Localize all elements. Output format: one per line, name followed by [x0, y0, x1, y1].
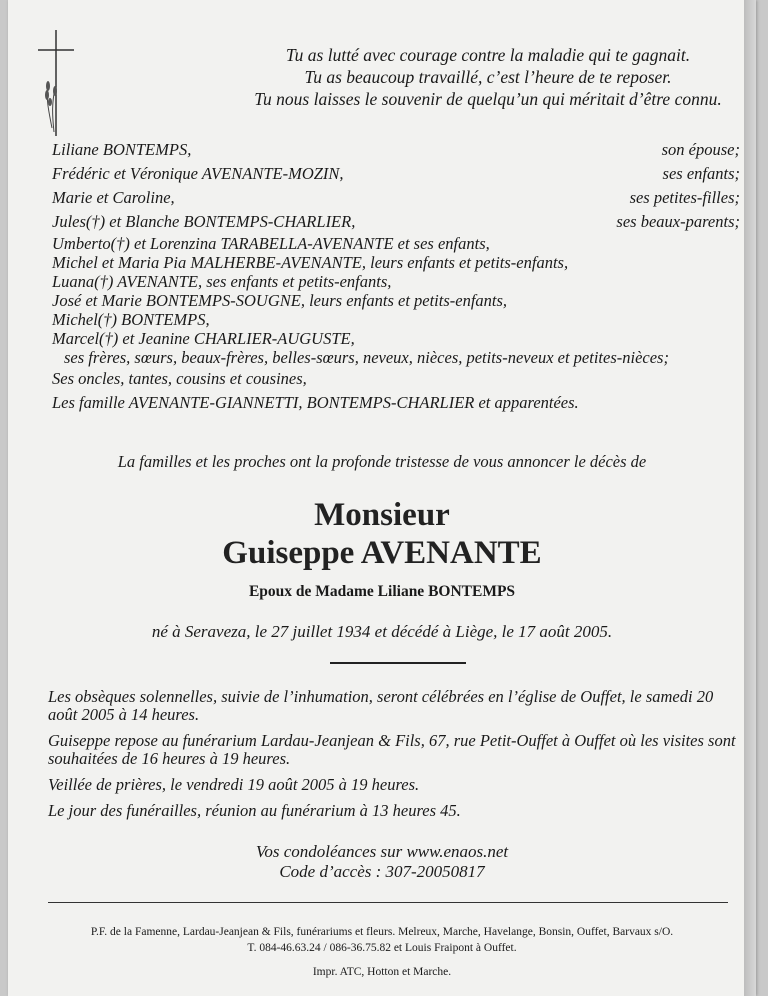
sibling-line: Luana(†) AVENANTE, ses enfants et petits-enfants,: [52, 272, 392, 291]
poem: [238, 44, 738, 110]
access-code: Code d’accès : 307-20050817: [279, 862, 485, 881]
announcement: La familles et les proches ont la profonde tristesse de vous annoncer le décès de: [117, 452, 647, 471]
family-relation: son épouse;: [661, 140, 740, 159]
sibling-line: Michel(†) BONTEMPS,: [52, 310, 210, 329]
divider: [330, 662, 466, 664]
footer: [8, 924, 756, 980]
footer-line: T. 084-46.63.24 / 086-36.75.82 et Louis Fraipont à Ouffet.: [247, 942, 517, 954]
footer-divider: [48, 902, 728, 903]
sibling-line: Umberto(†) et Lorenzina TARABELLA-AVENANTE et ses enfants,: [52, 234, 490, 253]
spouse-line: Epoux de Madame Liliane BONTEMPS: [248, 583, 516, 600]
sibling-line: Marcel(†) et Jeanine CHARLIER-AUGUSTE,: [52, 329, 355, 348]
condolences-line: Vos condoléances sur www.enaos.net: [255, 842, 509, 861]
families-line: Les famille AVENANTE-GIANNETTI, BONTEMPS-CHARLIER et apparentées.: [52, 393, 579, 412]
poem-line: Tu as beaucoup travaillé, c’est l’heure de te reposer.: [304, 67, 672, 87]
uncles-line: Ses oncles, tantes, cousins et cousines,: [52, 369, 307, 388]
sibling-line: José et Marie BONTEMPS-SOUGNE, leurs enfants et petits-enfants,: [52, 291, 508, 310]
poem-line: Tu nous laisses le souvenir de quelqu’un qui méritait d’être connu.: [254, 89, 722, 109]
family-names: Liliane BONTEMPS,: [52, 140, 192, 159]
funeral-paragraph: Veillée de prières, le vendredi 19 août 2005 à 19 heures.: [48, 775, 420, 794]
printer-line: Impr. ATC, Hotton et Marche.: [312, 966, 452, 978]
birth-death-line: né à Seraveza, le 27 juillet 1934 et décédé à Liège, le 17 août 2005.: [151, 622, 613, 641]
family-names: Jules(†) et Blanche BONTEMPS-CHARLIER,: [52, 212, 356, 231]
funeral-paragraph: Le jour des funérailles, réunion au funérarium à 13 heures 45.: [48, 801, 461, 820]
funeral-paragraph: Guiseppe repose au funérarium Lardau-Jeanjean & Fils, 67, rue Petit-Ouffet à Ouffet où les visites sont souhaitées de 16 heures à 19 heures.: [48, 731, 736, 768]
family-row: [52, 138, 740, 162]
family-row: [52, 210, 740, 234]
family-list: [52, 138, 740, 415]
family-names: Frédéric et Véronique AVENANTE-MOZIN,: [52, 164, 344, 183]
footer-line: P.F. de la Famenne, Lardau-Jeanjean & Fils, funérariums et fleurs. Melreux, Marche, Havelange, Bonsin, Ouffet, Barvaux s/O.: [90, 926, 674, 938]
family-relation: ses beaux-parents;: [616, 212, 740, 231]
deceased-heading: [8, 496, 756, 572]
poem-line: Tu as lutté avec courage contre la maladie qui te gagnait.: [285, 45, 691, 65]
family-row: [52, 186, 740, 210]
obituary-page: [8, 0, 756, 996]
family-relation: ses petites-filles;: [629, 188, 740, 207]
funeral-paragraph: Les obsèques solennelles, suivie de l’inhumation, seront célébrées en l’église de Ouffet, le samedi 20 août 2005 à 14 heures.: [48, 687, 714, 724]
sibling-line: Michel et Maria Pia MALHERBE-AVENANTE, leurs enfants et petits-enfants,: [52, 253, 569, 272]
title: Monsieur: [314, 497, 450, 533]
family-relation: ses enfants;: [662, 164, 740, 183]
deceased-name: Guiseppe AVENANTE: [222, 535, 542, 571]
funeral-details: [48, 688, 738, 828]
family-row: [52, 162, 740, 186]
siblings-summary: ses frères, sœurs, beaux-frères, belles-sœurs, neveux, nièces, petits-neveux et petites-nièces;: [64, 348, 669, 367]
family-names: Marie et Caroline,: [52, 188, 175, 207]
condolences-block: [8, 842, 756, 882]
cross-wheat-icon: [36, 28, 76, 138]
